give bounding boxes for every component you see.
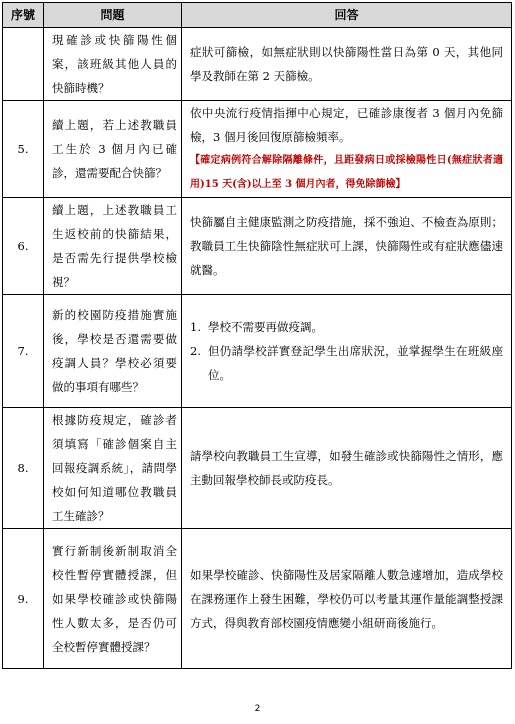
row-number: 6.	[3, 198, 44, 295]
row-number	[3, 28, 44, 101]
table-row	[3, 28, 512, 101]
regulation-note: 【確定病例符合解除隔離條件，且距發病日或採檢陽性日(無症狀者適用)15 天(含)以上至 3 個月內者，得免除篩檢】	[190, 155, 503, 190]
header-row	[3, 3, 512, 28]
list-item-number: 2.	[190, 344, 201, 358]
table-row	[3, 198, 512, 295]
row-question: 實行新制後新制取消全校性暫停實體授課，但如果學校確診或快篩陽性人數太多，是否仍可全校暫停實體授課？	[44, 529, 182, 669]
row-number: 7.	[3, 295, 44, 408]
header-answer: 回答	[182, 3, 512, 28]
table-row	[3, 295, 512, 408]
list-item-text: 但仍請學校詳實登記學生出席狀況，並掌握學生在班級座位。	[208, 344, 503, 382]
row-question: 根據防疫規定，確診者須填寫「確診個案自主回報疫調系統」，請問學校如何知道哪位教職員工生確診？	[44, 408, 182, 529]
list-item-text: 學校不需要再做疫調。	[208, 320, 323, 334]
row-number: 8.	[3, 408, 44, 529]
list-item-number: 1.	[190, 320, 201, 334]
row-answer: 如果學校確診、快篩陽性及居家隔離人數急遽增加，造成學校在課務運作上發生困難，學校仍可以考量其運作量能調整授課方式，得與教育部校園疫情應變小組研商後施行。	[182, 529, 512, 669]
answer-list-item	[190, 339, 503, 387]
answer-list-item	[190, 315, 503, 339]
table-row	[3, 529, 512, 669]
row-answer-cell	[182, 295, 512, 408]
header-question: 問題	[44, 3, 182, 28]
row-question: 續上題，上述教職員工生返校前的快篩結果，是否需先行提供學校檢視？	[44, 198, 182, 295]
faq-table	[2, 2, 512, 669]
row-number: 9.	[3, 529, 44, 669]
row-answer: 依中央流行疫情指揮中心規定，已確診康復者 3 個月內免篩檢，3 個月後回復原篩檢頻率。	[190, 106, 503, 144]
table-row	[3, 101, 512, 198]
row-number: 5.	[3, 101, 44, 198]
row-answer: 請學校向教職員工生宣導，如發生確診或快篩陽性之情形，應主動回報學校師長或防疫長。	[182, 408, 512, 529]
row-answer: 症狀可篩檢，如無症狀則以快篩陽性當日為第 0 天，其他同學及教師在第 2 天篩檢。	[182, 28, 512, 101]
row-answer: 快篩屬自主健康監測之防疫措施，採不強迫、不檢查為原則；教職員工生快篩陰性無症狀可上課，快篩陽性或有症狀應儘速就醫。	[182, 198, 512, 295]
row-question: 續上題，若上述教職員工生於 3 個月內已確診，還需要配合快篩？	[44, 101, 182, 198]
row-answer-cell	[182, 101, 512, 198]
row-question: 新的校園防疫措施實施後，學校是否還需要做疫調人員？學校必須要做的事項有哪些？	[44, 295, 182, 408]
page-number: 2	[254, 704, 261, 714]
table-row	[3, 408, 512, 529]
header-no: 序號	[3, 3, 44, 28]
row-question: 現確診或快篩陽性個案，該班級其他人員的快篩時機？	[44, 28, 182, 101]
